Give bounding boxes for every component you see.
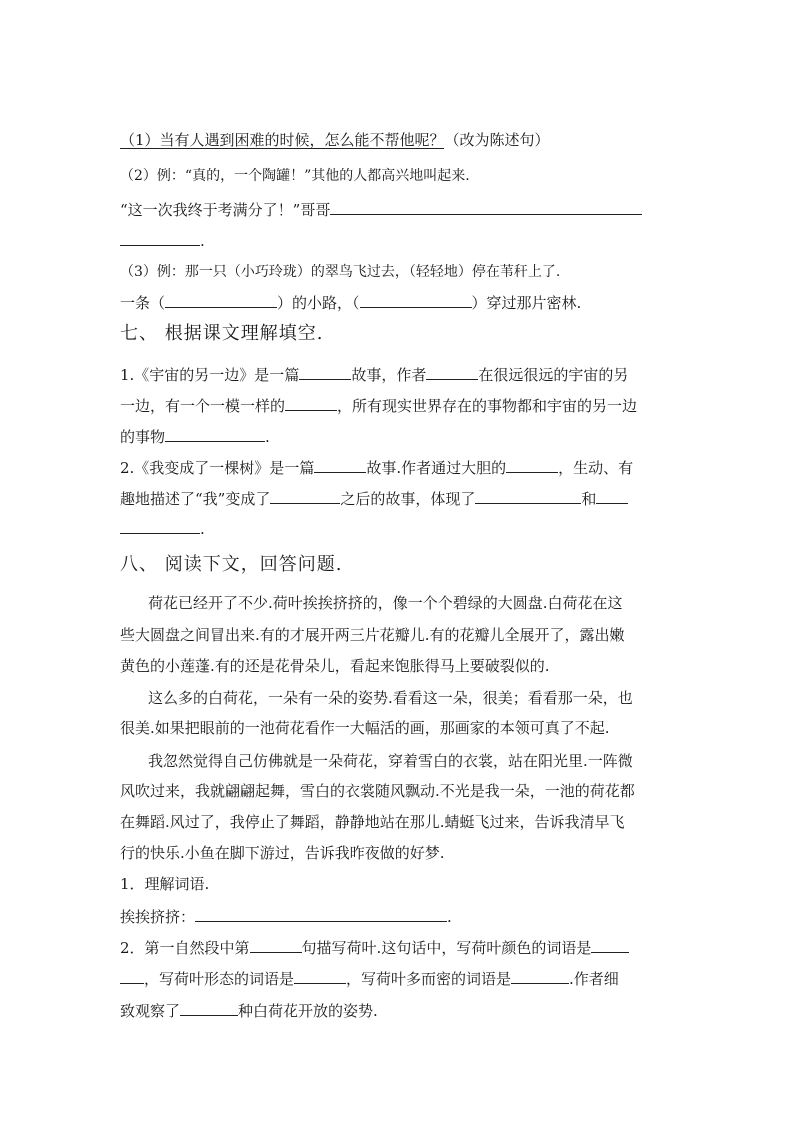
rewrite-q3-task: [120, 291, 581, 313]
period: .: [200, 520, 205, 538]
text: 1.《宇宙的另一边》是一篇: [120, 366, 300, 384]
rewrite-q2-continue: [120, 229, 205, 251]
answer-blank[interactable]: [120, 967, 144, 984]
section-7-heading: 七、 根据课文理解填空.: [120, 323, 324, 344]
q3-text-c: ）穿过那片密林.: [471, 294, 582, 312]
text: 种白荷花开放的姿势.: [238, 1002, 378, 1020]
s7-item2-line3: [120, 517, 205, 539]
s7-item1-line3: [120, 425, 270, 447]
period: .: [265, 428, 270, 446]
rewrite-q3-example: （3）例：那一只（小巧玲珑）的翠鸟飞过去，（轻轻地）停在苇秆上了.: [120, 264, 561, 280]
text: 的事物: [120, 428, 166, 446]
s7-item1-line1: [120, 363, 628, 385]
text: 2．第一自然段中第: [120, 939, 250, 957]
answer-blank[interactable]: [165, 291, 277, 308]
answer-blank[interactable]: [426, 363, 478, 380]
text: ，所有现实世界存在的事物都和宇宙的另一边: [337, 397, 638, 415]
answer-blank[interactable]: [475, 487, 581, 504]
answer-blank[interactable]: [165, 425, 265, 442]
answer-blank[interactable]: [180, 999, 238, 1016]
text: 和: [581, 490, 597, 508]
text: 在很远很远的宇宙的另: [478, 366, 629, 384]
rewrite-q1: （1）当有人遇到困难的时候，怎么能不帮他呢？（改为陈述句）: [120, 131, 550, 149]
answer-blank[interactable]: [270, 487, 340, 504]
s8-q1-title: 1．理解词语.: [120, 875, 210, 893]
s8-q2-line2: [120, 967, 619, 989]
q3-text-b: ）的小路，（: [277, 294, 360, 312]
answer-blank[interactable]: [250, 936, 302, 953]
period: .: [447, 908, 452, 926]
passage-line: 黄色的小莲蓬.有的还是花骨朵儿，看起来饱胀得马上要破裂似的.: [120, 657, 550, 675]
answer-blank[interactable]: [596, 487, 628, 504]
period: .: [200, 232, 205, 250]
answer-blank[interactable]: [591, 936, 629, 953]
answer-blank[interactable]: [330, 198, 642, 215]
answer-blank[interactable]: [360, 291, 472, 308]
text: 之后的故事，体现了: [340, 490, 476, 508]
text: ，写荷叶形态的词语是: [144, 970, 295, 988]
text: ，生动、有: [558, 459, 634, 477]
q3-text-a: 一条（: [120, 294, 166, 312]
s8-q1-word: [120, 905, 452, 927]
answer-blank[interactable]: [314, 456, 366, 473]
text: 2.《我变成了一棵树》是一篇: [120, 459, 315, 477]
text: .作者细: [569, 970, 619, 988]
passage-line: 这么多的白荷花，一朵有一朵的姿势.看看这一朵，很美；看看那一朵，也: [148, 689, 633, 707]
answer-blank[interactable]: [120, 229, 200, 246]
s8-q2-line1: [120, 936, 629, 958]
passage-line: 些大圆盘之间冒出来.有的才展开两三片花瓣儿.有的花瓣儿全展开了，露出嫩: [120, 626, 625, 644]
s7-item1-line2: [120, 394, 637, 416]
rewrite-q2-task: [120, 198, 642, 220]
answer-blank[interactable]: [195, 905, 447, 922]
passage-line: 在舞蹈.风过了，我停止了舞蹈，静静地站在那儿.蜻蜓飞过来，告诉我清早飞: [120, 813, 625, 831]
text: 趣地描述了“我”变成了: [120, 490, 271, 508]
passage-line: 很美.如果把眼前的一池荷花看作一大幅活的画，那画家的本领可真了不起.: [120, 719, 610, 737]
passage-line: 荷花已经开了不少.荷叶挨挨挤挤的，像一个个碧绿的大圆盘.白荷花在这: [148, 594, 623, 612]
answer-line[interactable]: [120, 148, 444, 149]
answer-blank[interactable]: [506, 456, 558, 473]
text: 一边，有一个一模一样的: [120, 397, 286, 415]
passage-line: 行的快乐.小鱼在脚下游过，告诉我昨夜做的好梦.: [120, 844, 445, 862]
text: 句描写荷叶.这句话中，写荷叶颜色的词语是: [301, 939, 592, 957]
s7-item2-line1: [120, 456, 633, 478]
s8-q2-line3: [120, 999, 378, 1021]
text: 挨挨挤挤：: [120, 908, 196, 926]
text: 故事.作者通过大胆的: [366, 459, 507, 477]
answer-blank[interactable]: [120, 517, 200, 534]
passage-line: 风吹过来，我就翩翩起舞，雪白的衣裳随风飘动.不光是我一朵，一池的荷花都: [120, 782, 635, 800]
answer-blank[interactable]: [294, 967, 346, 984]
s7-item2-line2: [120, 487, 628, 509]
text: 故事，作者: [351, 366, 427, 384]
answer-blank[interactable]: [299, 363, 351, 380]
answer-blank[interactable]: [511, 967, 569, 984]
text: ，写荷叶多而密的词语是: [346, 970, 512, 988]
answer-blank[interactable]: [285, 394, 337, 411]
q2-task-text: “这一次我终于考满分了！”哥哥: [120, 201, 331, 219]
rewrite-q2-example: （2）例：“真的，一个陶罐！”其他的人都高兴地叫起来.: [120, 168, 470, 184]
text: 致观察了: [120, 1002, 181, 1020]
passage-line: 我忽然觉得自己仿佛就是一朵荷花，穿着雪白的衣裳，站在阳光里.一阵微: [148, 752, 633, 770]
section-8-heading: 八、 阅读下文，回答问题.: [120, 554, 343, 575]
